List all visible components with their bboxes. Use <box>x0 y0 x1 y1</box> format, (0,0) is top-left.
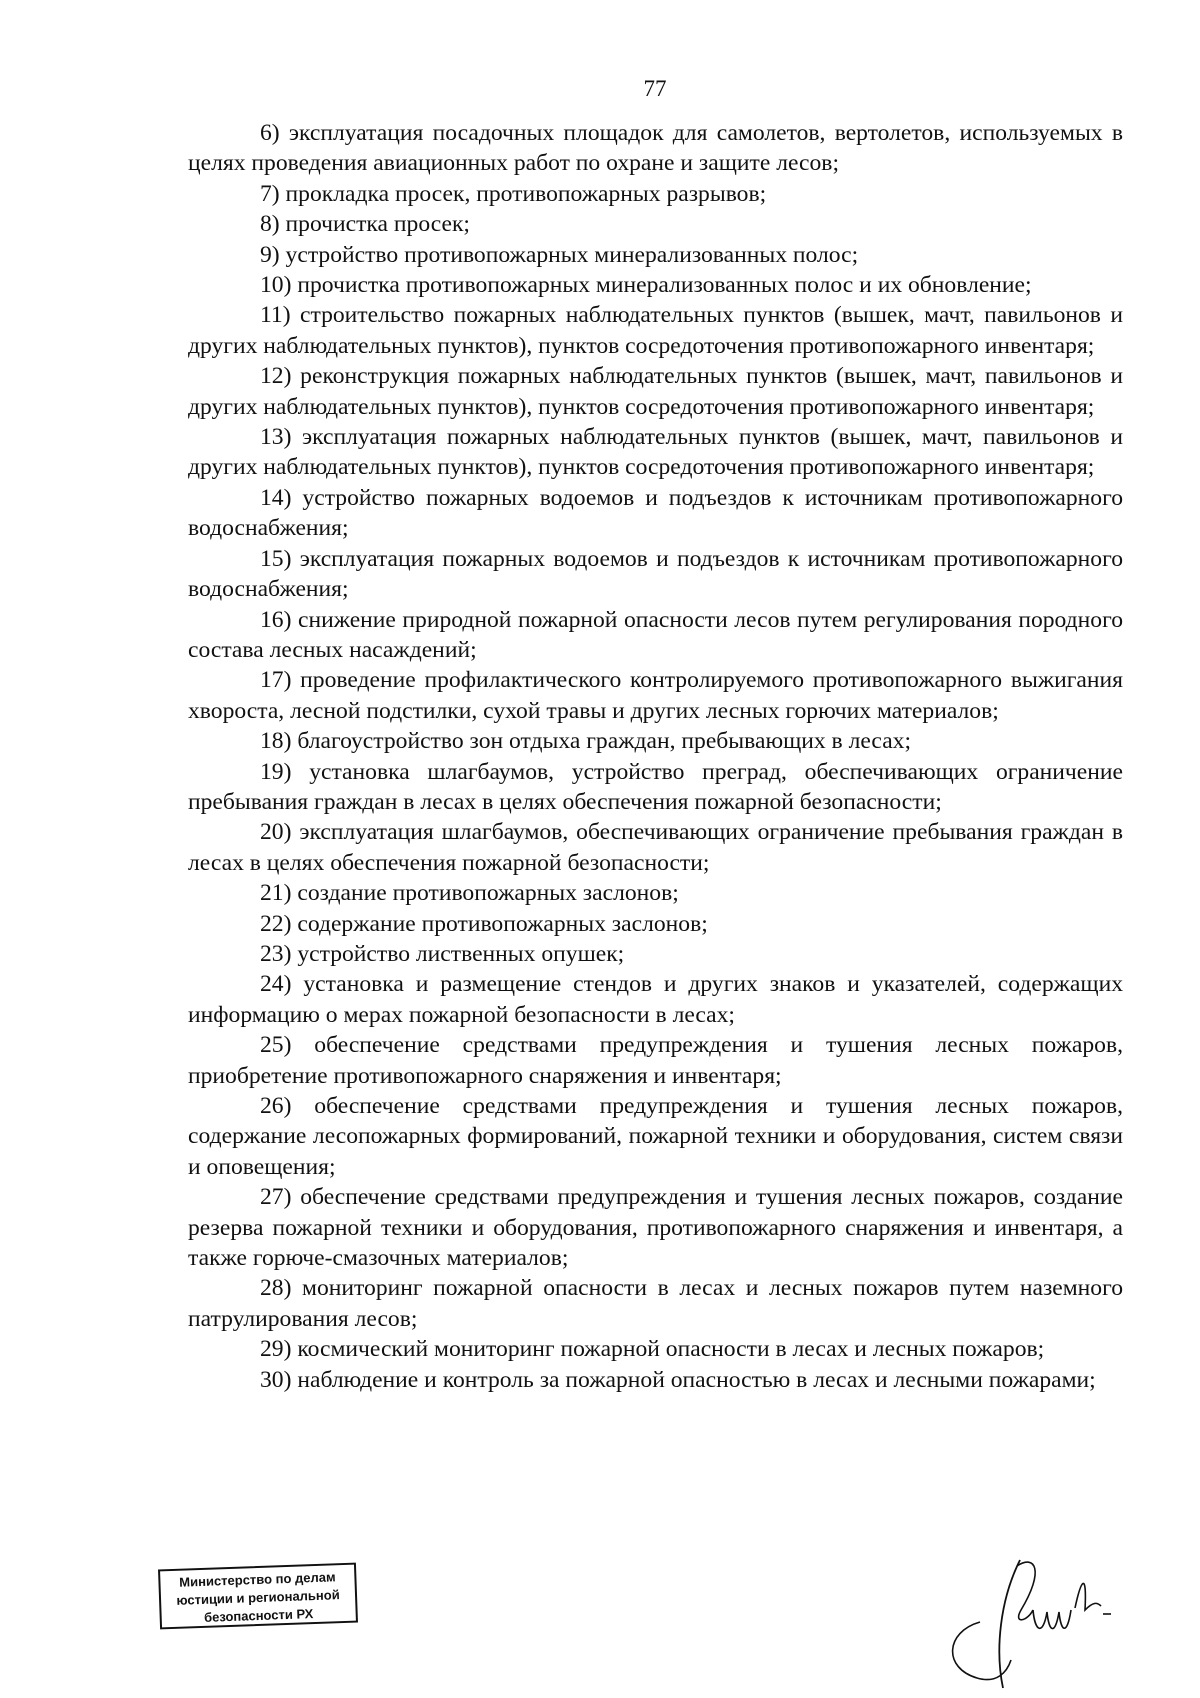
list-item: 16) снижение природной пожарной опасности лесов путем регулирования породного состава лесных насаждений; <box>188 606 1123 663</box>
list-item: 26) обеспечение средствами предупреждения и тушения лесных пожаров, содержание лесопожарных формирований, пожарной техники и оборудования, систем связи и оповещения; <box>188 1093 1123 1180</box>
list-item: 21) создание противопожарных заслонов; <box>260 880 679 907</box>
list-item: 28) мониторинг пожарной опасности в лесах и лесных пожаров путем наземного патрулирования лесов; <box>188 1275 1123 1332</box>
list-item: 7) прокладка просек, противопожарных разрывов; <box>260 180 767 207</box>
handwritten-signature <box>925 1540 1125 1690</box>
list-item: 29) космический мониторинг пожарной опасности в лесах и лесных пожаров; <box>260 1336 1045 1363</box>
stamp-line-3: безопасности РХ <box>203 1606 314 1625</box>
list-item: 27) обеспечение средствами предупреждения и тушения лесных пожаров, создание резерва пожарной техники и оборудования, противопожарного снаряжения и инвентаря, а также горюче-смазочных материалов; <box>188 1184 1123 1272</box>
list-item: 22) содержание противопожарных заслонов; <box>260 910 708 937</box>
list-item: 11) строительство пожарных наблюдательных пунктов (вышек, мачт, павильонов и других наблюдательных пунктов), пунктов сосредоточения противопожарного инвентаря; <box>188 302 1123 359</box>
list-item: 9) устройство противопожарных минерализованных полос; <box>260 241 859 268</box>
list-item: 25) обеспечение средствами предупреждения и тушения лесных пожаров, приобретение противопожарного снаряжения и инвентаря; <box>188 1032 1123 1089</box>
list-item: 19) установка шлагбаумов, устройство преград, обеспечивающих ограничение пребывания граждан в лесах в целях обеспечения пожарной безопасности; <box>188 758 1123 815</box>
list-item: 20) эксплуатация шлагбаумов, обеспечивающих ограничение пребывания граждан в лесах в целях обеспечения пожарной безопасности; <box>188 819 1123 876</box>
list-item: 10) прочистка противопожарных минерализованных полос и их обновление; <box>260 272 1032 299</box>
stamp-line-1: Министерство по делам <box>179 1569 336 1590</box>
list-item: 13) эксплуатация пожарных наблюдательных пунктов (вышек, мачт, павильонов и других наблюдательных пунктов), пунктов сосредоточения противопожарного инвентаря; <box>188 424 1123 481</box>
list-item: 17) проведение профилактического контролируемого противопожарного выжигания хвороста, лесной подстилки, сухой травы и других лесных горючих материалов; <box>188 667 1123 724</box>
list-item: 8) прочистка просек; <box>260 211 470 238</box>
list-item: 30) наблюдение и контроль за пожарной опасностью в лесах и лесными пожарами; <box>260 1366 1096 1393</box>
stamp-line-2: юстиции и региональной <box>176 1587 340 1608</box>
list-item: 14) устройство пожарных водоемов и подъездов к источникам противопожарного водоснабжения; <box>188 484 1123 542</box>
list-item: 6) эксплуатация посадочных площадок для самолетов, вертолетов, используемых в целях проведения авиационных работ по охране и защите лесов; <box>188 120 1123 177</box>
list-item: 18) благоустройство зон отдыха граждан, пребывающих в лесах; <box>260 728 912 755</box>
list-item: 24) установка и размещение стендов и других знаков и указателей, содержащих информацию о мерах пожарной безопасности в лесах; <box>188 971 1123 1028</box>
ministry-stamp <box>158 1563 358 1630</box>
list-item: 12) реконструкция пожарных наблюдательных пунктов (вышек, мачт, павильонов и других наблюдательных пунктов), пунктов сосредоточения противопожарного инвентаря; <box>188 363 1123 420</box>
list-item: 15) эксплуатация пожарных водоемов и подъездов к источникам противопожарного водоснабжения; <box>188 545 1123 603</box>
document-body <box>188 118 1123 1395</box>
page-number: 77 <box>643 76 667 101</box>
list-item: 23) устройство лиственных опушек; <box>260 940 625 967</box>
